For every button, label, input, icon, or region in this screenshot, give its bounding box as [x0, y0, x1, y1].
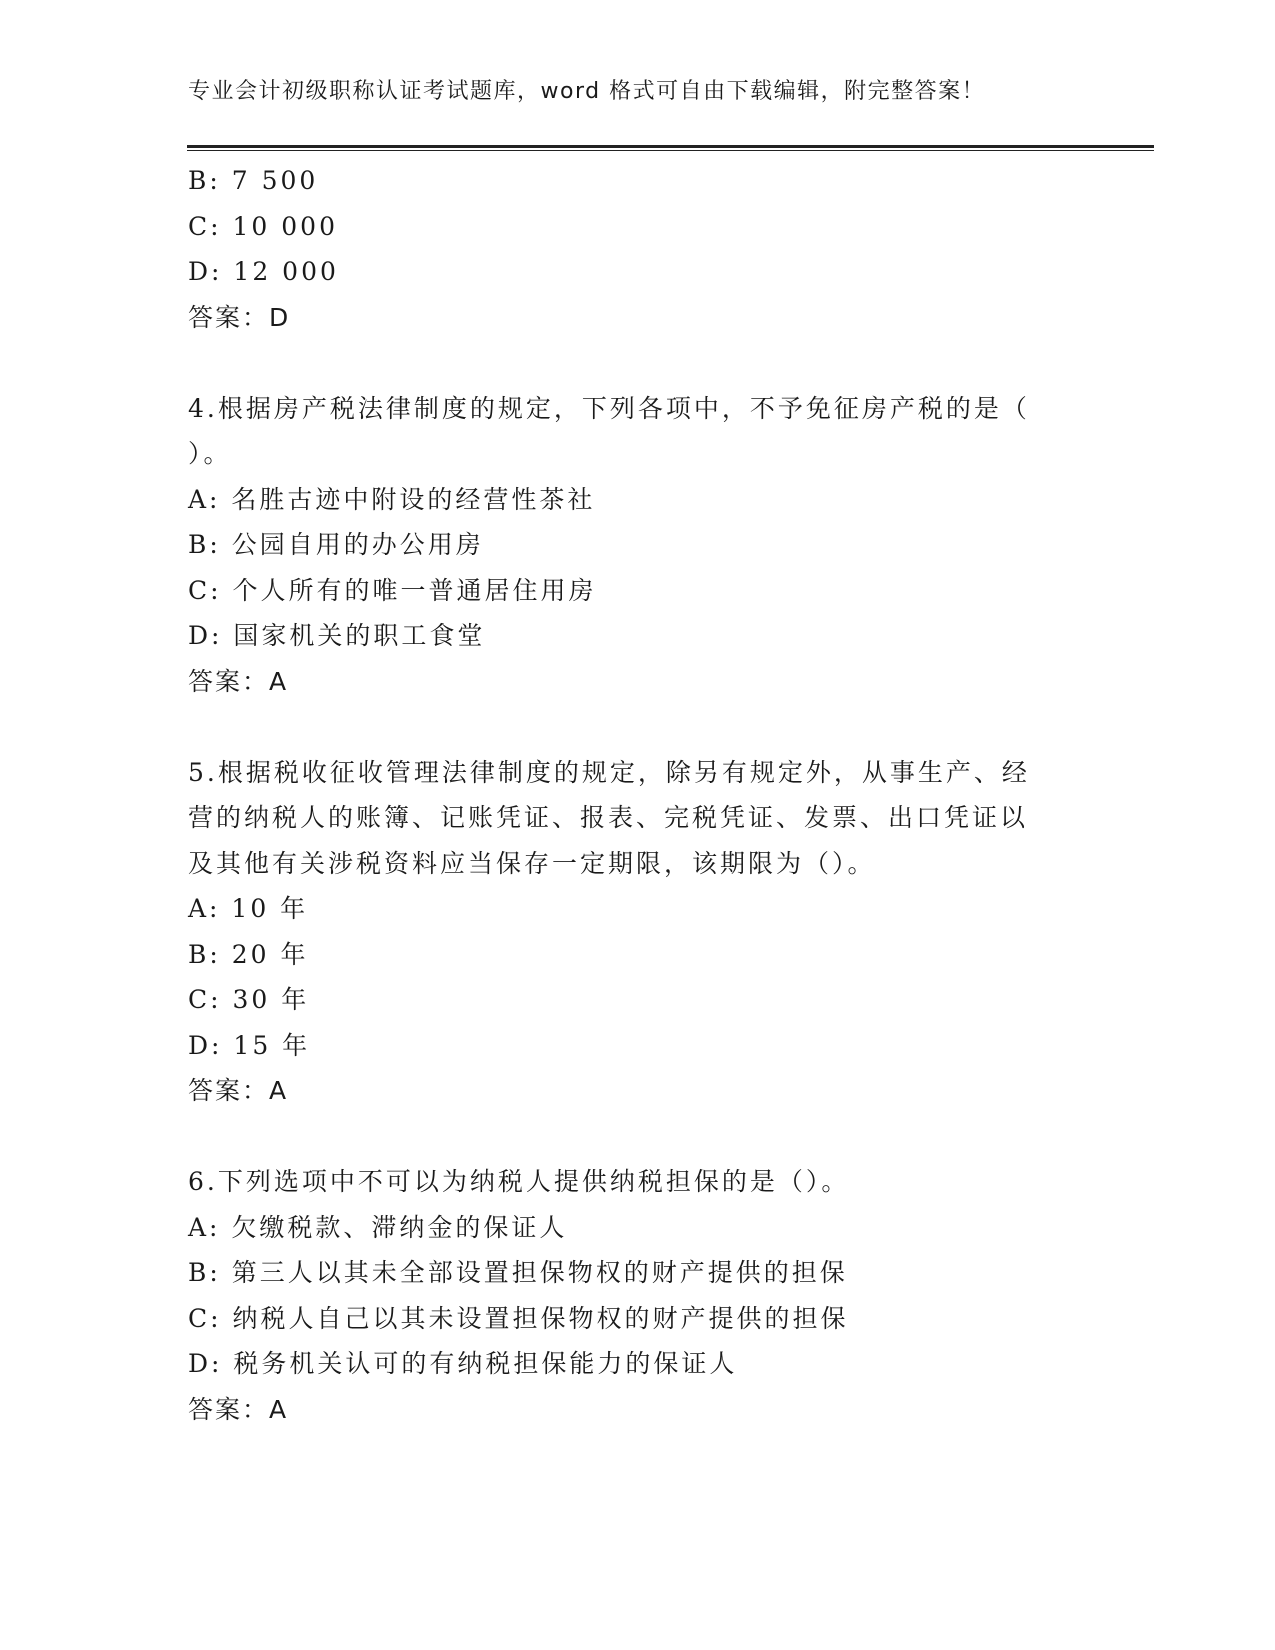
question-stem: 5.根据税收征收管理法律制度的规定，除另有规定外，从事生产、经 — [188, 757, 1030, 787]
option-c: C: 个人所有的唯一普通居住用房 — [188, 575, 597, 605]
question-stem: 6.下列选项中不可以为纳税人提供纳税担保的是（）。 — [188, 1167, 850, 1196]
page-header: 专业会计初级职称认证考试题库，word 格式可自由下载编辑，附完整答案！ — [188, 79, 986, 104]
header-rule-thin — [187, 150, 1154, 151]
question-stem: 营的纳税人的账簿、记账凭证、报表、完税凭证、发票、出口凭证以 — [188, 803, 1029, 832]
question-3-partial — [188, 158, 1088, 340]
answer-line: 答案：A — [188, 1076, 289, 1105]
option-d: D: 12 000 — [188, 257, 339, 286]
option-a: A: 欠缴税款、滞纳金的保证人 — [188, 1212, 568, 1242]
option-b: B: 公园自用的办公用房 — [188, 530, 484, 559]
question-stem: 及其他有关涉税资料应当保存一定期限，该期限为（）。 — [188, 848, 876, 878]
header-rule — [187, 145, 1154, 148]
option-d: D: 国家机关的职工食堂 — [188, 621, 486, 650]
option-b: B: 第三人以其未全部设置担保物权的财产提供的担保 — [188, 1258, 848, 1287]
option-d: D: 15 年 — [188, 1030, 311, 1060]
option-a: A: 10 年 — [188, 894, 309, 923]
question-stem: ）。 — [188, 439, 232, 468]
answer-line: 答案：A — [188, 666, 289, 696]
option-b: B: 20 年 — [188, 939, 309, 969]
answer-line: 答案：A — [188, 1394, 289, 1424]
option-a: A: 名胜古迹中附设的经营性茶社 — [188, 484, 596, 514]
option-c: C: 10 000 — [188, 211, 338, 241]
question-4 — [188, 386, 1088, 705]
question-stem: 4.根据房产税法律制度的规定，下列各项中，不予免征房产税的是（ — [188, 393, 1030, 423]
question-6 — [188, 1159, 1088, 1432]
option-b: B: 7 500 — [188, 166, 319, 195]
option-c: C: 30 年 — [188, 985, 310, 1014]
answer-line: 答案：D — [188, 302, 291, 332]
option-c: C: 纳税人自己以其未设置担保物权的财产提供的担保 — [188, 1303, 849, 1333]
option-d: D: 税务机关认可的有纳税担保能力的保证人 — [188, 1349, 738, 1378]
question-5 — [188, 750, 1088, 1114]
document-body — [188, 158, 1088, 1432]
